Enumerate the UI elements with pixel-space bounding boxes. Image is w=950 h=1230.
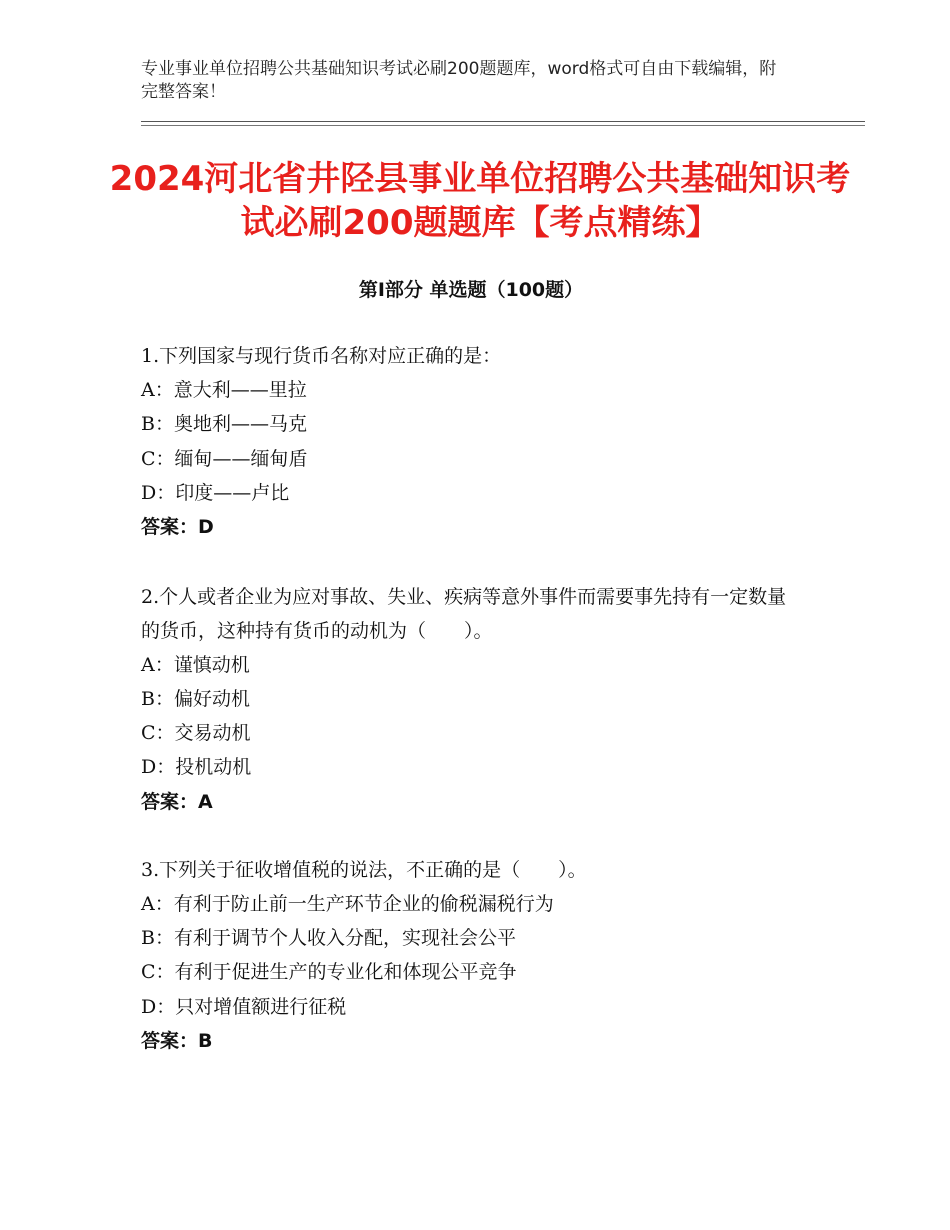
question-1-option-b: B：奥地利——马克	[141, 413, 307, 435]
question-2-option-a: A：谨慎动机	[141, 654, 250, 676]
question-2-option-c: C：交易动机	[141, 722, 251, 744]
question-2-option-b: B：偏好动机	[141, 688, 250, 710]
question-3-option-c: C：有利于促进生产的专业化和体现公平竞争	[141, 961, 517, 983]
question-1-option-a: A：意大利——里拉	[141, 379, 307, 401]
question-3-answer: 答案：B	[141, 1030, 213, 1052]
question-3-option-d: D：只对增值额进行征税	[141, 996, 347, 1018]
header-divider	[141, 121, 865, 122]
question-2-answer: 答案：A	[141, 791, 213, 813]
question-1-option-d: D：印度——卢比	[141, 482, 290, 504]
question-2-option-d: D：投机动机	[141, 756, 252, 778]
question-3-text: 3.下列关于征收增值税的说法，不正确的是（ ）。	[141, 859, 587, 881]
question-1-text: 1.下列国家与现行货币名称对应正确的是：	[141, 345, 502, 367]
question-3-option-a: A：有利于防止前一生产环节企业的偷税漏税行为	[141, 893, 554, 915]
question-1-option-c: C：缅甸——缅甸盾	[141, 448, 308, 470]
question-1-answer: 答案：D	[141, 516, 214, 538]
header-note: 专业事业单位招聘公共基础知识考试必刷200题题库，word格式可自由下载编辑，附完整答案！	[141, 59, 777, 102]
question-3-option-b: B：有利于调节个人收入分配，实现社会公平	[141, 927, 516, 949]
section-heading: 第Ⅰ部分 单选题（100题）	[358, 279, 584, 301]
header-divider-secondary	[141, 125, 865, 126]
document-title: 2024河北省井陉县事业单位招聘公共基础知识考试必刷200题题库【考点精练】	[109, 159, 851, 243]
question-2-text: 2.个人或者企业为应对事故、失业、疾病等意外事件而需要事先持有一定数量的货币，这种持有货币的动机为（ ）。	[141, 586, 787, 642]
